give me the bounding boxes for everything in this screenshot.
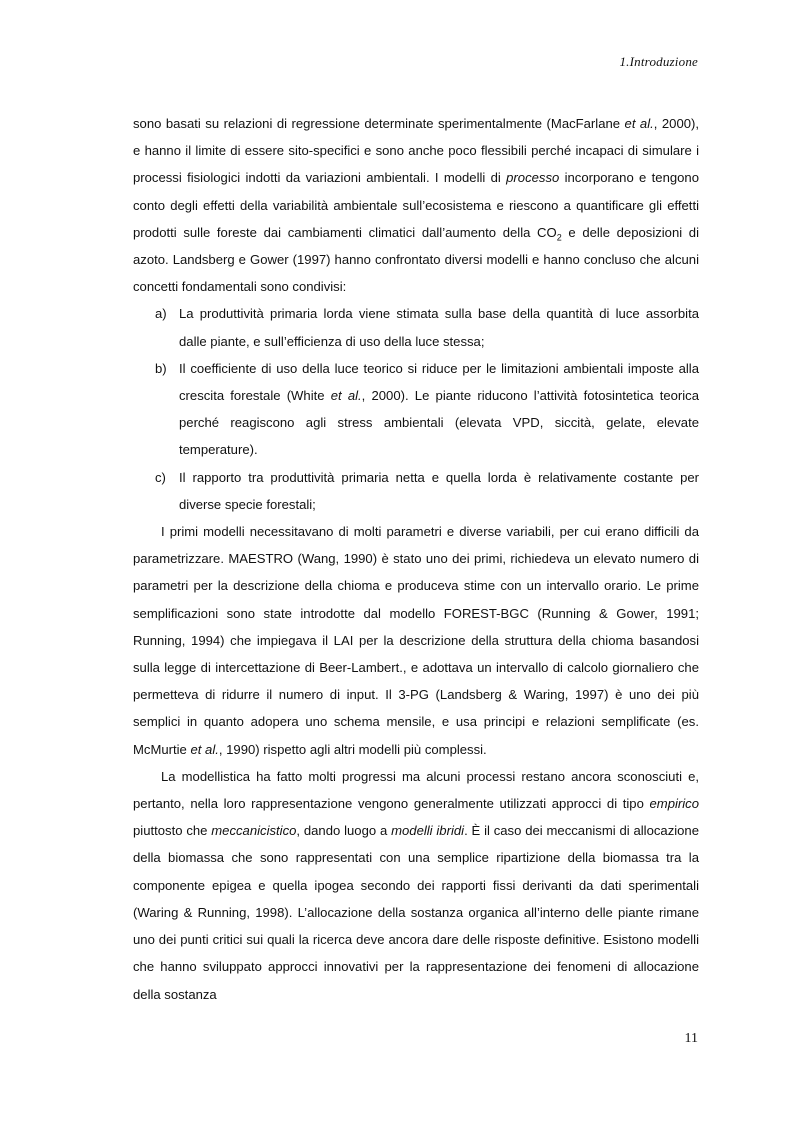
- list-item-b: b) Il coefficiente di uso della luce teorico si riduce per le limitazioni ambientali imposte alla crescita forestale (White et al., 2000). Le piante riducono l’attività fotosintetica teorica perché reagiscono agli stress ambientali (elevata VPD, siccità, gelate, elevate temperature).: [133, 355, 699, 464]
- list-item-a: a) La produttività primaria lorda viene stimata sulla base della quantità di luce assorbita dalle piante, e sull’efficienza di uso della luce stessa;: [133, 300, 699, 354]
- list-marker: c): [155, 469, 166, 485]
- list-marker: a): [155, 306, 167, 322]
- paragraph-modelling-progress: La modellistica ha fatto molti progressi ma alcuni processi restano ancora sconosciuti e, pertanto, nella loro rappresentazione vengono generalmente utilizzati approcci di tipo empirico piuttosto che meccanicistico, dando luogo a modelli ibridi. È il caso dei meccanismi di allocazione della biomassa che sono rappresentati con una semplice ripartizione della biomassa tra la componente epigea e quella ipogea secondo dei rapporti fissi derivanti da dati sperimentali (Waring & Running, 1998). L’allocazione della sostanza organica all’interno delle piante rimane uno dei punti critici sui quali la ricerca deve ancora dare delle risposte definitive. Esistono modelli che hanno sviluppato approcci innovativi per la rappresentazione dei fenomeni di allocazione della sostanza: [133, 768, 699, 1002]
- running-header: 1.Introduzione: [619, 54, 698, 69]
- paragraph-continuation: sono basati su relazioni di regressione determinate sperimentalmente (MacFarlane et al., 2000), e hanno il limite di essere sito-specifici e sono anche poco flessibili perché incapaci di simulare i processi fisiologici indotti da variazioni ambientali. I modelli di processo incorporano e tengono conto degli effetti della variabilità ambientale sull’ecosistema e riescono a quantificare gli effetti prodotti sulle foreste dai cambiamenti climatici dall’aumento della $CO_2$ e delle deposizioni di azoto. Landsberg e Gower (1997) hanno confrontato diversi modelli e hanno concluso che alcuni concetti fondamentali sono condivisi:: [133, 116, 700, 295]
- list-item-c: c) Il rapporto tra produttività primaria netta e quella lorda è relativamente costante per diverse specie forestali;: [133, 464, 699, 518]
- body-text: [133, 110, 699, 1008]
- list-marker: b): [155, 360, 167, 376]
- page-number: 11: [684, 1031, 698, 1046]
- emphasis-processo: processo: [506, 170, 560, 186]
- concept-list: [133, 300, 699, 518]
- subscript-2: 2: [556, 232, 562, 243]
- paragraph-first-models: I primi modelli necessitavano di molti parametri e diverse variabili, per cui erano difficili da parametrizzare. MAESTRO (Wang, 1990) è stato uno dei primi, richiedeva un elevato numero di parametri per la descrizione della chioma e produceva stime con un intervallo orario. Le prime semplificazioni sono state introdotte dal modello FOREST-BGC (Running & Gower, 1991; Running, 1994) che impiegava il LAI per la descrizione della struttura della chioma basandosi sulla legge di intercettazione di Beer-Lambert., e adottava un intervallo di calcolo giornaliero che permetteva di ridurre il numero di input. Il 3-PG (Landsberg & Waring, 1997) è uno dei più semplici in quanto adopera uno schema mensile, e usa principi e relazioni semplificate (es. McMurtie et al., 1990) rispetto agli altri modelli più complessi.: [133, 524, 699, 757]
